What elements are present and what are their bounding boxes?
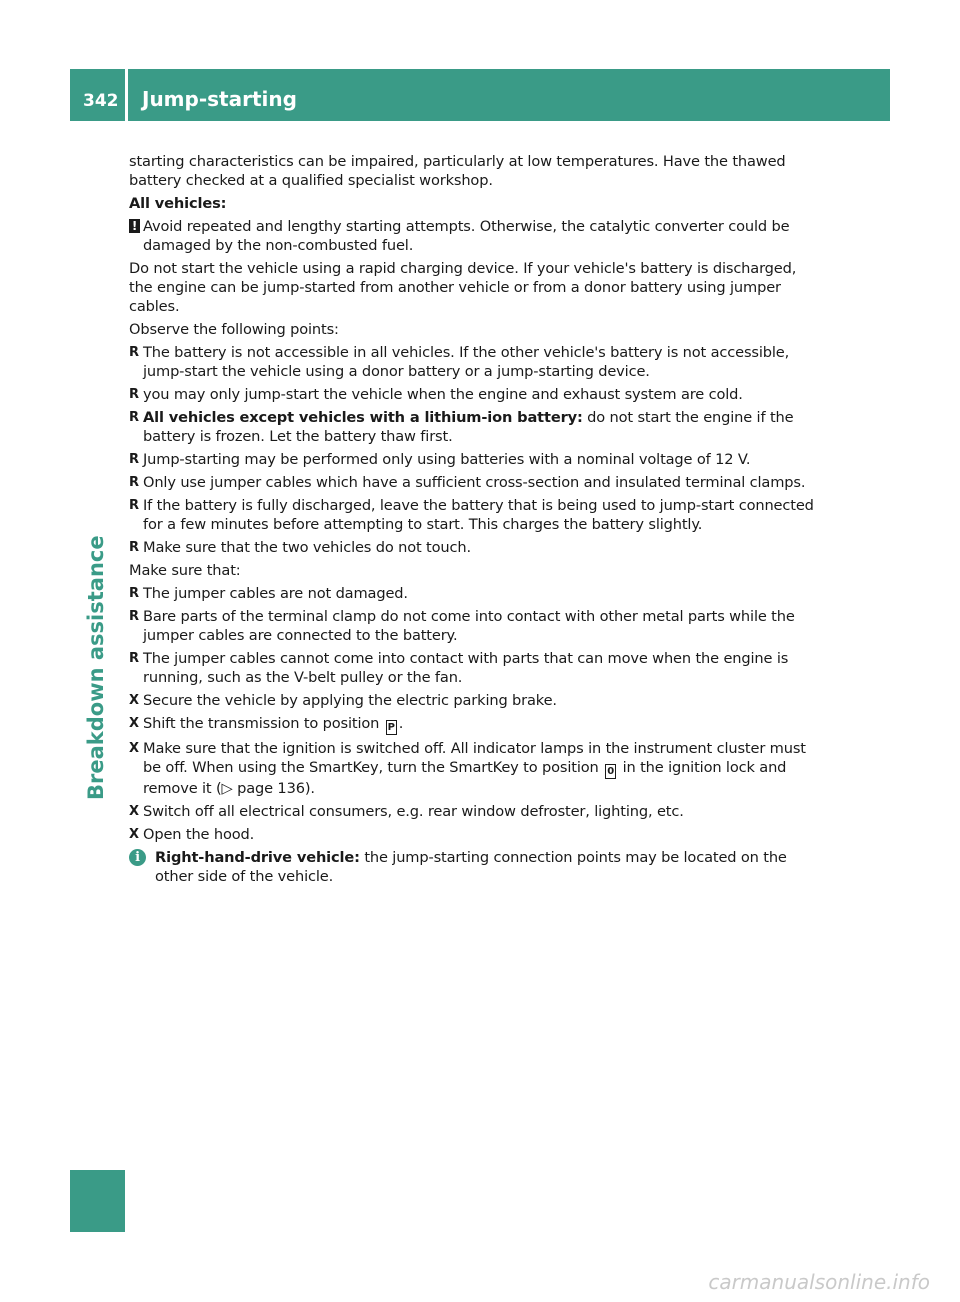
list-item-text: The jumper cables cannot come into contact with parts that can move when the engine is running, such as the V-belt pulley or the fan. xyxy=(143,650,789,686)
list-item xyxy=(129,607,819,645)
bullet-icon: R xyxy=(129,609,139,624)
instruction-step xyxy=(129,802,819,821)
page-number: 342 xyxy=(83,91,119,111)
bullet-icon: R xyxy=(129,586,139,601)
page-title: Jump-starting xyxy=(142,87,297,111)
intro-paragraph: starting characteristics can be impaired, particularly at low temperatures. Have the thawed battery checked at a qualified specialist workshop. xyxy=(129,153,786,189)
step-arrow-icon: X xyxy=(129,741,139,756)
bullet-icon: R xyxy=(129,410,139,425)
list-item xyxy=(129,584,819,603)
list-item-text: If the battery is fully discharged, leave the battery that is being used to jump-start connected for a few minutes before attempting to start. This charges the battery slightly. xyxy=(143,497,814,533)
list-item-bold: All vehicles except vehicles with a lithium-ion battery: xyxy=(143,409,583,426)
list-item xyxy=(129,450,819,469)
bullet-icon: R xyxy=(129,651,139,666)
bullet-icon: R xyxy=(129,387,139,402)
step-text: Secure the vehicle by applying the electric parking brake. xyxy=(143,692,557,709)
page-reference-link[interactable]: page 136 xyxy=(237,780,305,797)
list-item-text: Only use jumper cables which have a sufficient cross-section and insulated terminal clamps. xyxy=(143,474,806,491)
step-arrow-icon: X xyxy=(129,716,139,731)
step-text: Shift the transmission to position xyxy=(143,715,384,732)
gear-p-symbol: P xyxy=(387,722,395,733)
instruction-step xyxy=(129,714,819,735)
step-text: Switch off all electrical consumers, e.g. rear window defroster, lighting, etc. xyxy=(143,803,684,820)
list-item-text: Jump-starting may be performed only using batteries with a nominal voltage of 12 V. xyxy=(143,451,751,468)
header-bar xyxy=(128,69,890,121)
list-item xyxy=(129,343,819,381)
make-sure-heading: Make sure that: xyxy=(129,562,241,579)
observe-heading: Observe the following points: xyxy=(129,321,339,338)
step-arrow-icon: X xyxy=(129,827,139,842)
list-item-text: Bare parts of the terminal clamp do not come into contact with other metal parts while the jumper cables are connected to the battery. xyxy=(143,608,795,644)
list-item-text: Make sure that the two vehicles do not touch. xyxy=(143,539,471,556)
list-item-text: The battery is not accessible in all vehicles. If the other vehicle's battery is not accessible, jump-start the vehicle using a donor battery or a jump-starting device. xyxy=(143,344,790,380)
list-item-text: The jumper cables are not damaged. xyxy=(143,585,408,602)
warning-icon: ! xyxy=(129,219,140,233)
bullet-icon: R xyxy=(129,498,139,513)
step-text: Make sure that the ignition is switched off. All indicator lamps in the instrument cluster must be off. When using the SmartKey, turn the SmartKey to position xyxy=(143,740,806,776)
list-item-text: do not start the engine if the battery is frozen. Let the battery thaw first. xyxy=(143,409,794,445)
side-thumb-tab xyxy=(70,1170,125,1232)
list-item xyxy=(129,408,819,446)
info-note xyxy=(129,848,819,886)
info-bold: Right-hand-drive vehicle: xyxy=(155,849,360,866)
instruction-step xyxy=(129,825,819,844)
step-arrow-icon: X xyxy=(129,693,139,708)
key-position-0-symbol: 0 xyxy=(605,764,616,779)
rapid-charging-paragraph: Do not start the vehicle using a rapid charging device. If your vehicle's battery is discharged, the engine can be jump-started from another vehicle or from a donor battery using jumper cables. xyxy=(129,260,797,315)
bullet-icon: R xyxy=(129,540,139,555)
warning-text: Avoid repeated and lengthy starting attempts. Otherwise, the catalytic converter could be damaged by the non-combusted fuel. xyxy=(143,218,790,254)
list-item-text: you may only jump-start the vehicle when the engine and exhaust system are cold. xyxy=(143,386,743,403)
step-text-end: . xyxy=(398,715,404,732)
instruction-step xyxy=(129,691,819,710)
bullet-icon: R xyxy=(129,475,139,490)
step-arrow-icon: X xyxy=(129,804,139,819)
warning-note xyxy=(129,217,819,255)
watermark: carmanualsonline.info xyxy=(708,1270,930,1294)
page-content xyxy=(129,152,819,890)
section-side-label: Breakdown assistance xyxy=(84,535,108,800)
list-item xyxy=(129,473,819,492)
info-text: the jump-starting connection points may be located on the other side of the vehicle. xyxy=(155,849,787,885)
step-text-mid: in the ignition lock and remove it ( xyxy=(143,759,787,797)
list-item xyxy=(129,496,819,534)
page-number-box xyxy=(70,69,125,121)
list-item xyxy=(129,649,819,687)
list-item xyxy=(129,385,819,404)
page-ref-arrow-icon: ▷ xyxy=(221,780,238,797)
step-text-end: ). xyxy=(304,780,315,797)
step-text: Open the hood. xyxy=(143,826,255,843)
bullet-icon: R xyxy=(129,345,139,360)
info-icon: i xyxy=(129,849,146,866)
all-vehicles-heading: All vehicles: xyxy=(129,195,227,212)
list-item xyxy=(129,538,819,557)
bullet-icon: R xyxy=(129,452,139,467)
instruction-step xyxy=(129,739,819,798)
